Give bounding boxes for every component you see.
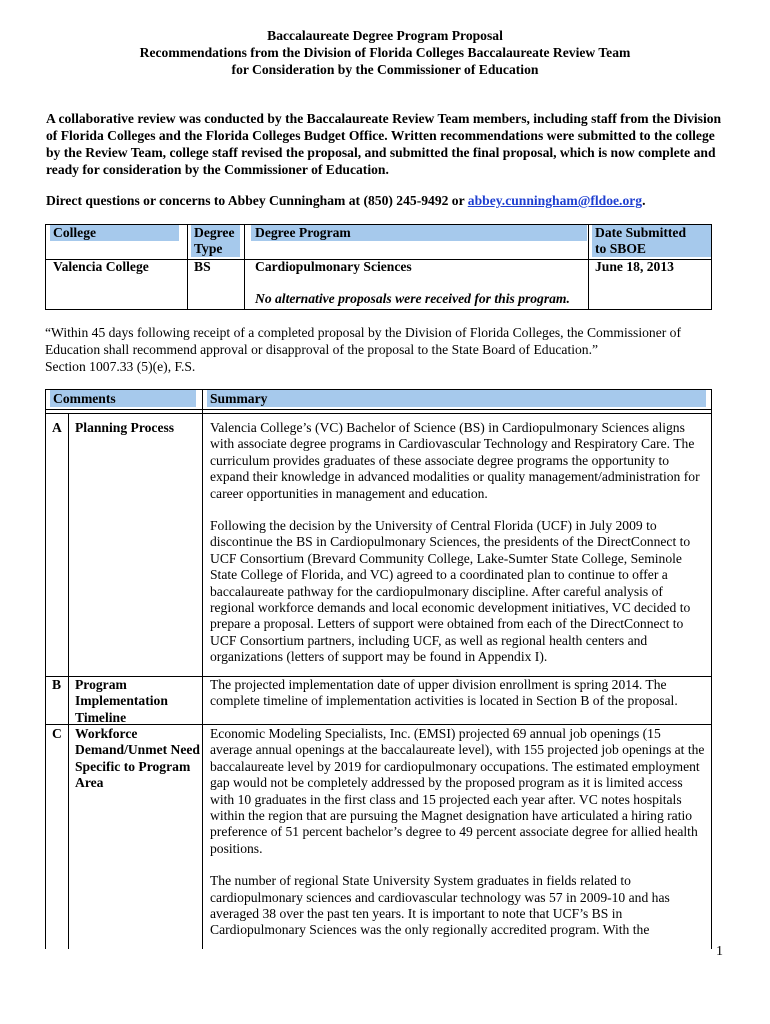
- summary-table: [45, 389, 712, 949]
- statute-quote: [45, 324, 735, 375]
- row-summary: [210, 420, 706, 682]
- contact-prefix: Direct questions or concerns to Abbey Cunningham at (850) 245-9492 or: [46, 193, 468, 208]
- date-value: June 18, 2013: [595, 259, 674, 274]
- summary-paragraph: The projected implementation date of upper division enrollment is spring 2014. The complete timeline of implementation activities is located in Section B of the proposal.: [210, 677, 678, 709]
- row-summary: [210, 677, 706, 726]
- program-table: [45, 224, 712, 310]
- row-letter: A: [52, 420, 62, 435]
- quote-text: “Within 45 days following receipt of a completed proposal by the Division of Florida Colleges, the Commissioner of Education shall recommend approval or disapproval of the proposal to the State Board of Education.”: [45, 325, 681, 357]
- page-number: 1: [716, 944, 723, 959]
- col-header-college: College: [53, 225, 97, 240]
- row-label: Planning Process: [75, 420, 175, 435]
- row-letter: C: [52, 726, 62, 741]
- contact-suffix: .: [642, 193, 646, 208]
- col-header-summary: Summary: [210, 391, 268, 406]
- alternative-proposals-note: No alternative proposals were received for this program.: [255, 291, 570, 306]
- row-summary: [210, 726, 706, 955]
- summary-paragraph: Following the decision by the University of Central Florida (UCF) in July 2009 to discontinue the BS in Cardiopulmonary Sciences, the presidents of the DirectConnect to UCF Consortium (Brevard Community College, Lake-Sumter State College, Seminole State College of Florida, and VC) agreed to a coordinated plan to continue to offer a baccalaureate pathway for the cardiopulmonary discipline. After careful analysis of regional workforce demands and local economic development initiatives, VC decided to prepare a proposal. Letters of support were obtained from each of the DirectConnect to UCF Consortium partners, including UCF, as well as regional health centers and organizations (letters of support may be found in Appendix I).: [210, 518, 691, 665]
- contact-line: [46, 192, 726, 209]
- document-header: [0, 27, 770, 78]
- header-fill: [207, 390, 706, 407]
- header-title: Baccalaureate Degree Program Proposal: [267, 28, 503, 43]
- row-letter: B: [52, 677, 62, 692]
- row-label: Program Implementation Timeline: [75, 677, 168, 725]
- college-value: Valencia College: [53, 259, 149, 274]
- col-header-degree-type: Degree Type: [194, 225, 235, 256]
- summary-paragraph: Economic Modeling Specialists, Inc. (EMSI) projected 69 annual job openings (15 average annual openings at the baccalaureate level), with 155 projected job openings at the baccalaureate level by 2019 for cardiopulmonary occupations. The estimated employment gap would not be completely addressed by the proposed program as it is limited access with 10 graduates in the first class and 15 projected each year after. VC notes hospitals within the region that are pursuing the Magnet designation have articulated a hiring ratio preference of 51 percent bachelor’s degree to 49 percent associate degree for allied health positions.: [210, 726, 705, 856]
- header-subtitle-2: for Consideration by the Commissioner of Education: [231, 62, 539, 77]
- row-label: Workforce Demand/Unmet Need Specific to Program Area: [75, 726, 200, 791]
- degree-program-value: Cardiopulmonary Sciences: [255, 259, 412, 274]
- col-header-comments: Comments: [53, 391, 116, 406]
- intro-paragraph: A collaborative review was conducted by the Baccalaureate Review Team members, including staff from the Division of Florida Colleges and the Florida Colleges Budget Office. Written recommendations were submitted to the college by the Review Team, college staff revised the proposal, and submitted the final proposal, which is now complete and ready for consideration by the Commissioner of Education.: [46, 111, 722, 177]
- degree-type-value: BS: [194, 259, 211, 274]
- col-header-date-submitted: Date Submitted to SBOE: [595, 225, 687, 256]
- summary-paragraph: The number of regional State University System graduates in fields related to cardiopulmonary sciences and cardiovascular technology was 57 in 2009-10 and has averaged 38 over the past ten years. It is important to note that UCF’s BS in Cardiopulmonary Sciences was the only regionally accredited program. With the: [210, 873, 670, 938]
- summary-paragraph: Valencia College’s (VC) Bachelor of Science (BS) in Cardiopulmonary Sciences aligns with associate degree programs in Cardiovascular Technology and Respiratory Care. The curriculum provides graduates of these associate degree programs the opportunity to expand their knowledge in advanced modalities or quality management/administration for career opportunities in management and education.: [210, 420, 700, 501]
- header-subtitle: Recommendations from the Division of Florida Colleges Baccalaureate Review Team: [139, 45, 631, 60]
- col-header-degree-program: Degree Program: [255, 225, 351, 240]
- email-link[interactable]: abbey.cunningham@fldoe.org: [467, 193, 643, 208]
- quote-citation: Section 1007.33 (5)(e), F.S.: [45, 359, 196, 374]
